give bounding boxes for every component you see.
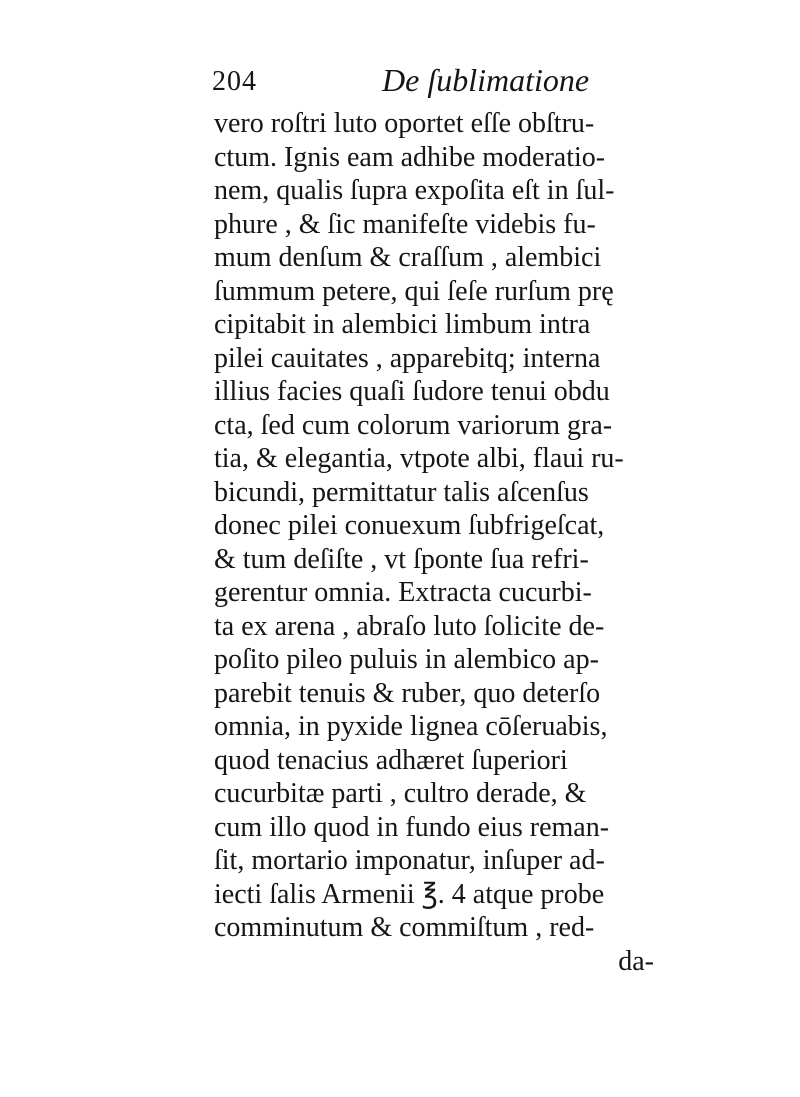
text-line: cta, ſed cum colorum variorum gra- [214, 409, 613, 441]
text-line: & tum deſiſte , vt ſponte ſua refri- [214, 543, 589, 575]
text-line: ſummum petere, qui ſeſe rurſum prę [214, 275, 614, 307]
text-line: vero roſtri luto oportet eſſe obſtru- [214, 108, 595, 139]
text-line: iecti ſalis Armenii ℥. 4 atque probe [214, 878, 605, 910]
text-line: illius facies quaſi ſudore tenui obdu [214, 376, 610, 407]
text-line: bicundi, permittatur talis aſcenſus [214, 476, 589, 508]
page-header [210, 60, 670, 100]
text-line: donec pilei conuexum ſubfrigeſcat, [214, 510, 605, 541]
text-line: comminutum & commiſtum , red- [214, 912, 595, 943]
text-line: nem, qualis ſupra expoſita eſt in ſul- [214, 175, 615, 206]
text-line: cipitabit in alembici limbum intra [214, 309, 591, 340]
page-number: 204 [212, 66, 257, 97]
text-line: phure , & ſic manifeſte videbis fu- [214, 208, 596, 240]
text-line: parebit tenuis & ruber, quo deterſo [214, 677, 601, 709]
text-line: quod tenacius adhæret ſuperiori [214, 744, 568, 776]
text-line: ſit, mortario imponatur, inſuper ad- [214, 845, 605, 876]
text-line: pilei cauitates , apparebitq; interna [214, 342, 601, 374]
text-line: ctum. Ignis eam adhibe moderatio- [214, 141, 606, 173]
text-line: mum denſum & craſſum , alembici [214, 242, 602, 273]
text-line: omnia, in pyxide lignea cōſeruabis, [214, 711, 608, 742]
text-line: ta ex arena , abraſo luto ſolicite de- [214, 610, 605, 642]
text-line: cum illo quod in fundo eius reman- [214, 811, 610, 843]
text-line: cucurbitæ parti , cultro derade, & [214, 778, 587, 809]
text-line: poſito pileo puluis in alembico ap- [214, 644, 599, 675]
main-text [214, 107, 664, 978]
running-title: De ſublimatione [382, 62, 590, 98]
text-line: gerentur omnia. Extracta cucurbi- [214, 577, 592, 608]
catchword: da- [618, 945, 654, 977]
text-line: tia, & elegantia, vtpote albi, flaui ru- [214, 443, 624, 474]
